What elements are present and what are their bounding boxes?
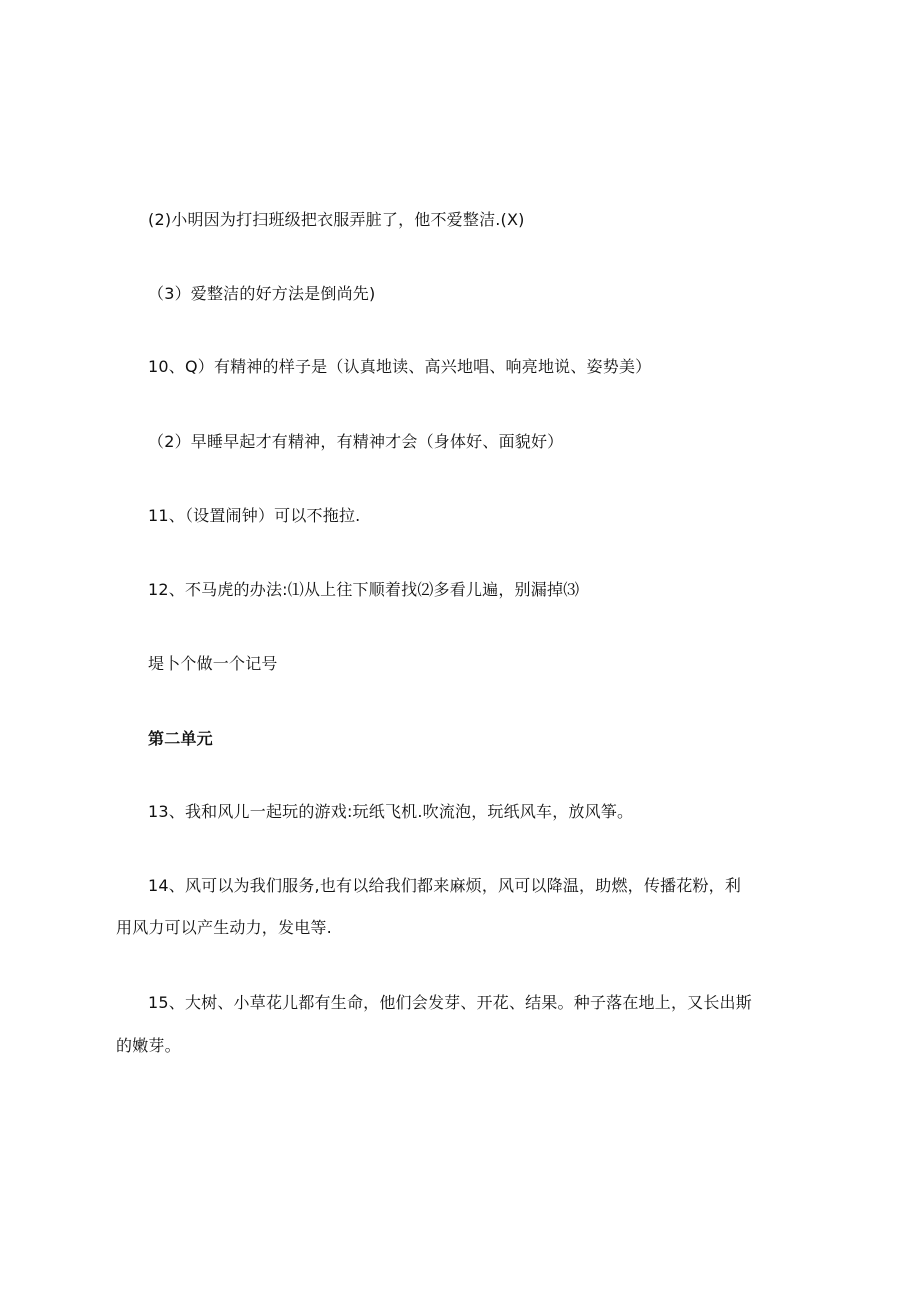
text-line: (2)小明因为打扫班级把衣服弄脏了，他不爱整洁.(X) xyxy=(148,210,525,229)
text-line: 11、（设置闹钟）可以不拖拉. xyxy=(148,506,361,525)
text-line: 13、我和风儿一起玩的游戏:玩纸飞机.吹流泡，玩纸风车，放风筝。 xyxy=(148,802,634,821)
text-line: 10、Q）有精神的样子是（认真地读、高兴地唱、响亮地说、姿势美） xyxy=(148,357,652,376)
section-heading: 第二单元 xyxy=(148,729,213,748)
text-line: 12、不马虎的办法:⑴从上往下顺着找⑵多看儿遍，别漏掉⑶ xyxy=(148,580,580,599)
text-line: 14、风可以为我们服务,也有以给我们都来麻烦，风可以降温，助燃，传播花粉，利 xyxy=(148,876,742,895)
text-line: 15、大树、小草花儿都有生命，他们会发芽、开花、结果。种子落在地上，又长出斯 xyxy=(148,993,752,1012)
text-line: 的嫩芽。 xyxy=(116,1036,181,1055)
text-line: （2）早睡早起才有精神，有精神才会（身体好、面貌好） xyxy=(148,432,564,451)
text-line: 堤卜个做一个记号 xyxy=(148,654,278,673)
text-line: （3）爱整洁的好方法是倒尚先) xyxy=(148,284,376,303)
text-line: 用风力可以产生动力，发电等. xyxy=(116,918,332,937)
